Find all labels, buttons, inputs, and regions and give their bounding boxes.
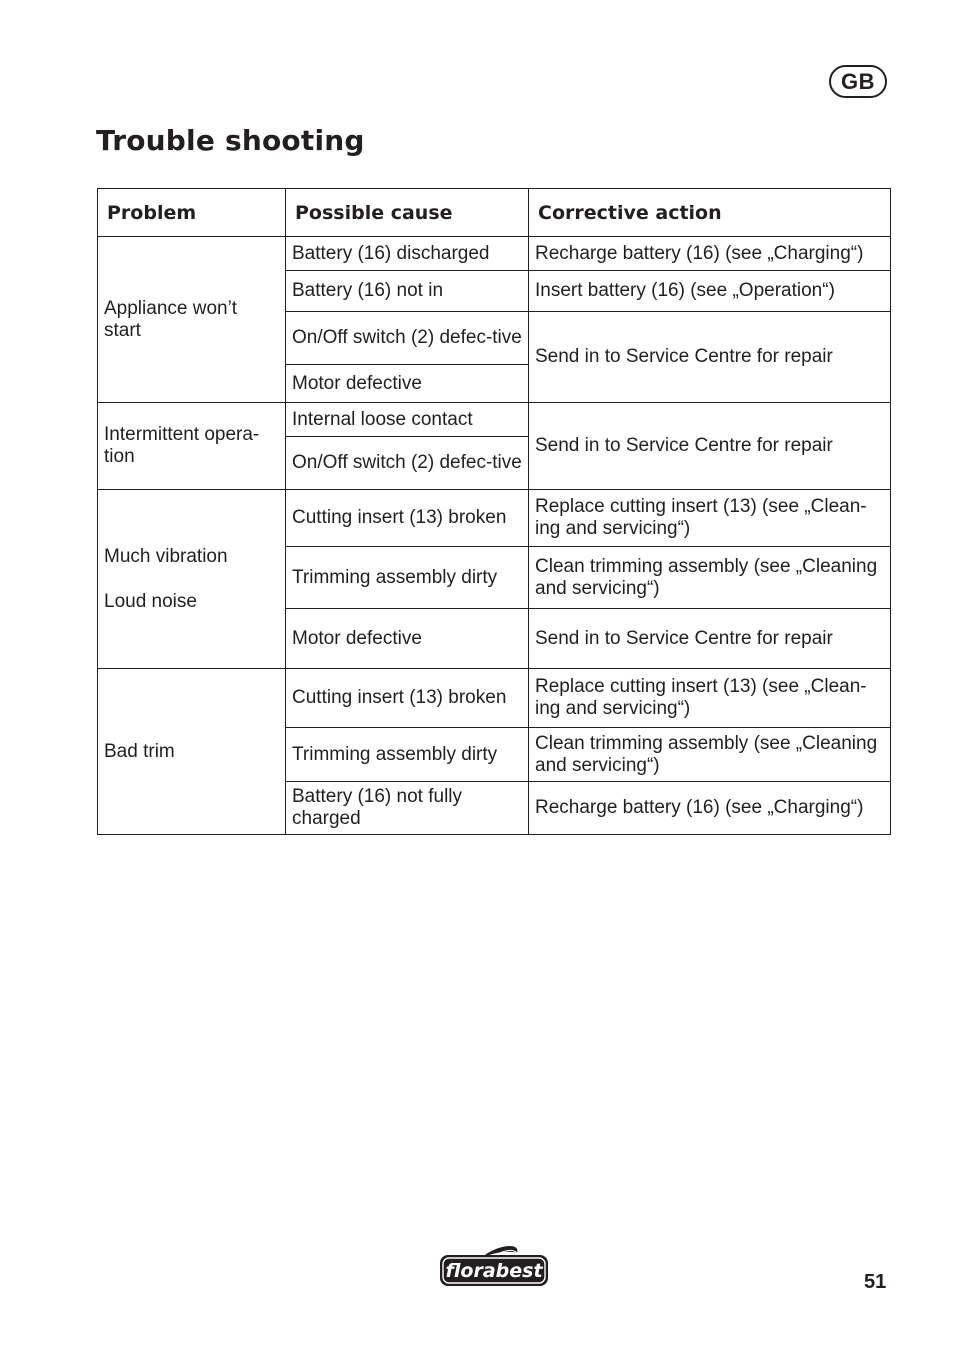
- problem-text: Loud noise: [104, 590, 197, 612]
- action-cell: Recharge battery (16) (see „Charging“): [529, 237, 891, 271]
- action-cell: Recharge battery (16) (see „Charging“): [529, 782, 891, 835]
- action-cell: Send in to Service Centre for repair: [529, 609, 891, 669]
- problem-text: Intermittent opera-tion: [104, 424, 260, 467]
- cause-cell: On/Off switch (2) defec-tive: [286, 437, 529, 490]
- troubleshooting-table: [97, 188, 891, 835]
- cause-cell: Trimming assembly dirty: [286, 728, 529, 782]
- cause-cell: Battery (16) not fully charged: [286, 782, 529, 835]
- column-header-problem: Problem: [98, 189, 286, 237]
- action-cell: Replace cutting insert (13) (see „Clean-ing and servicing“): [529, 490, 891, 547]
- brand-logo-text: florabest: [445, 1260, 543, 1282]
- problem-cell: [98, 669, 286, 835]
- cause-cell: Motor defective: [286, 365, 529, 403]
- action-cell: Send in to Service Centre for repair: [529, 312, 891, 403]
- problem-cell: [98, 490, 286, 669]
- action-cell: Clean trimming assembly (see „Cleaning and servicing“): [529, 547, 891, 609]
- column-header-action: Corrective action: [529, 189, 891, 237]
- action-cell: Clean trimming assembly (see „Cleaning and servicing“): [529, 728, 891, 782]
- cause-cell: Internal loose contact: [286, 403, 529, 437]
- problem-cell: [98, 403, 286, 490]
- cause-cell: Cutting insert (13) broken: [286, 490, 529, 547]
- action-cell: Replace cutting insert (13) (see „Clean-ing and servicing“): [529, 669, 891, 728]
- cause-cell: On/Off switch (2) defec-tive: [286, 312, 529, 365]
- cause-cell: Trimming assembly dirty: [286, 547, 529, 609]
- table-row: [98, 403, 891, 437]
- action-cell: Insert battery (16) (see „Operation“): [529, 271, 891, 312]
- problem-text: Appliance won’t start: [104, 297, 238, 341]
- problem-text: Bad trim: [104, 740, 175, 762]
- action-cell: Send in to Service Centre for repair: [529, 403, 891, 490]
- column-header-cause: Possible cause: [286, 189, 529, 237]
- table-row: [98, 669, 891, 728]
- problem-cell: [98, 237, 286, 403]
- cause-cell: Battery (16) discharged: [286, 237, 529, 271]
- cause-cell: Cutting insert (13) broken: [286, 669, 529, 728]
- cause-cell: Battery (16) not in: [286, 271, 529, 312]
- problem-text: Much vibration: [104, 545, 228, 567]
- table-row: [98, 490, 891, 547]
- language-badge: GB: [829, 65, 887, 98]
- florabest-logo: [437, 1244, 551, 1288]
- page-title: Trouble shooting: [96, 124, 365, 157]
- page-number: 51: [864, 1271, 887, 1293]
- table-row: [98, 237, 891, 271]
- table-header-row: [98, 189, 891, 237]
- cause-cell: Motor defective: [286, 609, 529, 669]
